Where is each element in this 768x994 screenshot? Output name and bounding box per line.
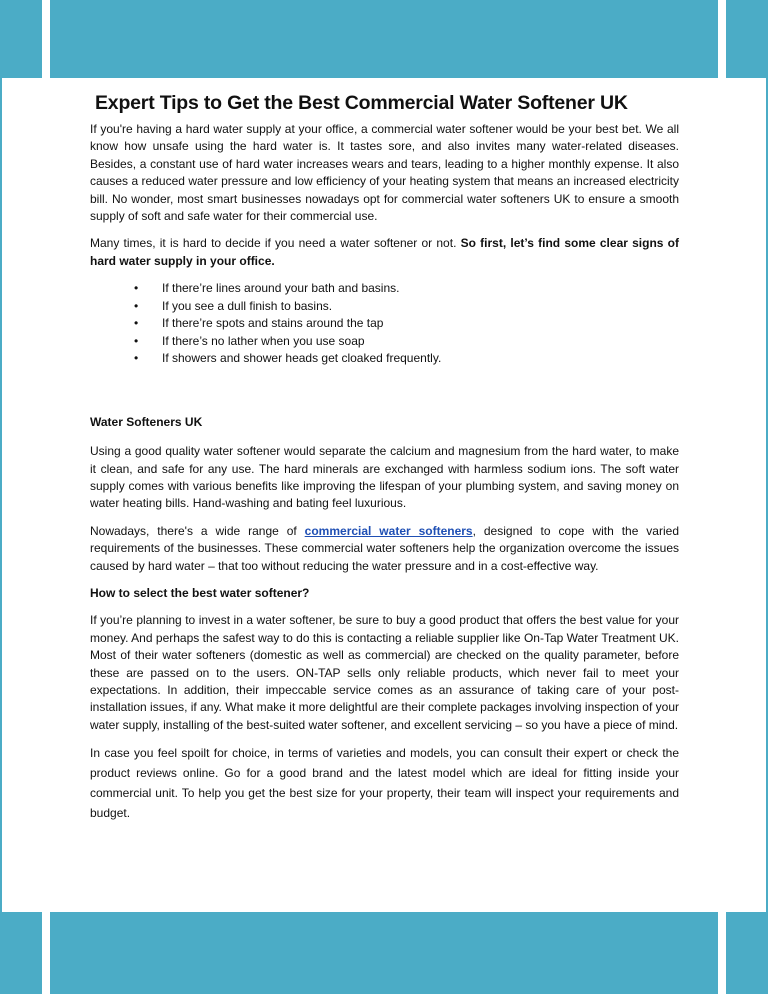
list-item: • If showers and shower heads get cloaked frequently. (162, 350, 679, 368)
list-item: • If you see a dull finish to basins. (162, 298, 679, 316)
bullet-icon: • (134, 281, 139, 296)
header-band (50, 0, 718, 78)
footer-band (50, 912, 718, 994)
hard-water-signs-list (90, 280, 679, 368)
select-advice-paragraph: If you’re planning to invest in a water softener, be sure to buy a good product that offers the best value for your money. And perhaps the safest way to do this is contacting a reliable supplier like On-Tap Water Treatment UK. Most of their water softeners (domestic as well as commercial) are checked on the quality parameter, before these are passed on to the users. ON-TAP sells only reliable products, which never fail to meet your expectations. In addition, their impeccable service comes as an assurance of taking care of your post-installation issues, if any. What make it more delightful are their complete packages involving inspection of your water supply, installing of the best-suited water softener, and excellent servicing – so you have a piece of mind. (90, 613, 679, 732)
document-body (90, 92, 679, 833)
section-heading-water-softeners: Water Softeners UK (90, 414, 203, 429)
footer-band-right (726, 912, 768, 994)
section-heading-select: How to select the best water softener? (90, 586, 310, 600)
bullet-icon: • (134, 333, 139, 348)
list-item: • If there’re lines around your bath and basins. (162, 280, 679, 298)
header-band-left (0, 0, 42, 78)
choice-paragraph: In case you feel spoilt for choice, in terms of varieties and models, you can consult their expert or check the product reviews online. Go for a good brand and the latest model which are ideal for fitting inside your commercial unit. To help you get the best size for your property, their team will inspect your requirements and budget. (90, 746, 679, 820)
intro-question-text: Many times, it is hard to decide if you need a water softener or not. (90, 236, 461, 251)
list-item: • If there’re spots and stains around the tap (162, 315, 679, 333)
commercial-water-softeners-link[interactable]: commercial water softeners (304, 523, 473, 538)
softener-benefits-paragraph: Using a good quality water softener would separate the calcium and magnesium from the hard water, to make it clean, and safe for any use. The hard minerals are exchanged with harmless sodium ions. The soft water supply comes with various benefits like improving the lifespan of your plumbing system, and saving money on water heating bills. Hand-washing and bating feel luxurious. (90, 444, 679, 511)
intro-paragraph: If you're having a hard water supply at your office, a commercial water softener would be your best bet. We all know how unsafe using the hard water is. It tastes sore, and also invites many water-related diseases. Besides, a constant use of hard water increases wears and tears, leading to a higher monthly expense. It also causes a reduced water pressure and low efficiency of your heating system that means an increased electricity bill. No wonder, most smart businesses nowadays opt for commercial water softeners UK to ensure a smooth supply of soft and safe water for their commercial use. (90, 122, 679, 224)
bullet-icon: • (134, 298, 139, 313)
bullet-icon: • (134, 351, 139, 366)
document-title: Expert Tips to Get the Best Commercial Water Softener UK (95, 92, 628, 114)
footer-band-left (0, 912, 42, 994)
list-item: • If there’s no lather when you use soap (162, 333, 679, 351)
bullet-icon: • (134, 316, 139, 331)
left-page-border (0, 78, 2, 912)
intro-question-paragraph (90, 235, 679, 270)
intro-question-bold: So first, let’s find some clear signs of hard water supply in your office. (90, 236, 679, 268)
commercial-range-paragraph: Nowadays, there's a wide range of commercial water softeners, designed to cope with the varied requirements of the businesses. These commercial water softeners help the organization overcome the issues caused by hard water – that too without reducing the water pressure and in a cost-effective way. (90, 523, 679, 573)
header-band-right (726, 0, 768, 78)
